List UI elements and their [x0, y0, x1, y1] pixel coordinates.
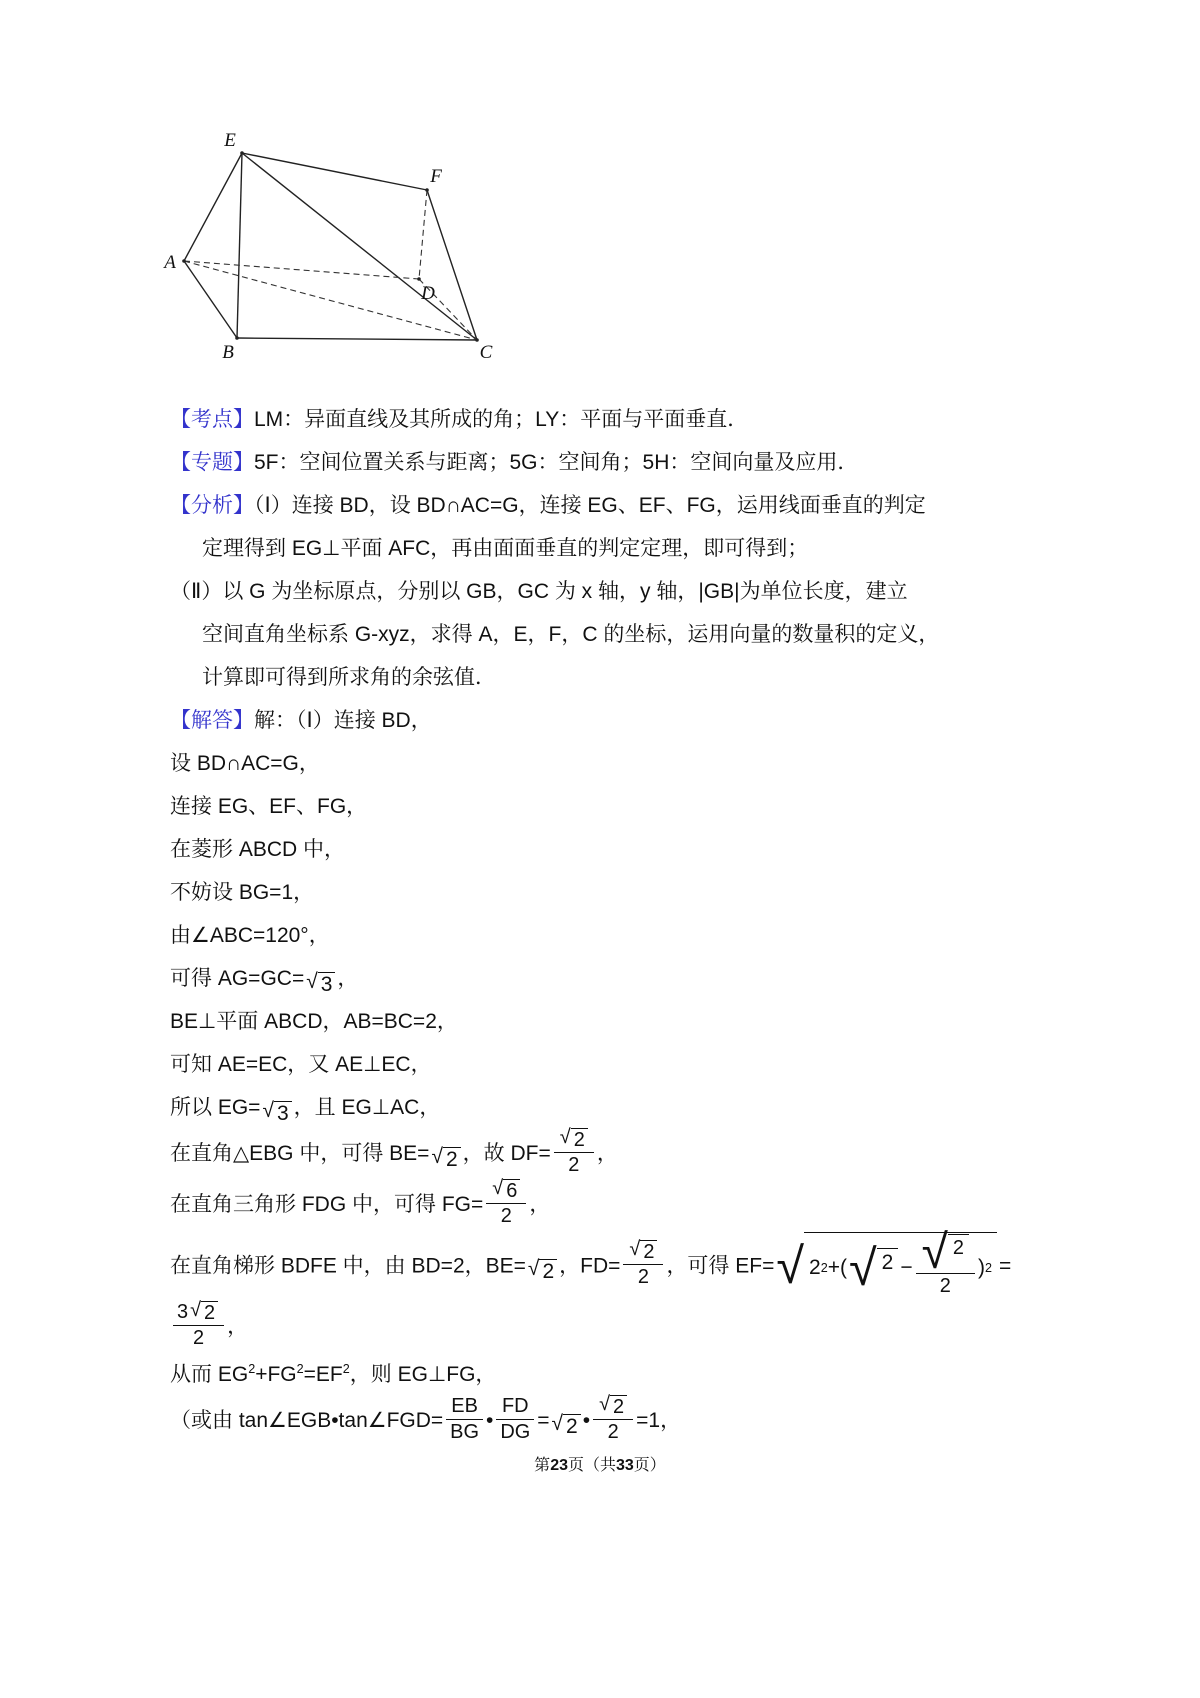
fraction-denominator: BG — [450, 1421, 479, 1444]
vertex-dot-B — [235, 336, 239, 340]
superscript: 2 — [248, 1362, 256, 1377]
fraction-denominator: 2 — [568, 1153, 580, 1176]
fraction-denominator: 2 — [607, 1421, 619, 1444]
radicand: 2 — [539, 1259, 557, 1284]
section-tag: 【解答】 — [170, 709, 254, 732]
radicand: 2 — [563, 1414, 581, 1439]
radical-sign: √ — [849, 1238, 877, 1296]
text-line-fenxi-5: 计算即可得到所求角的余弦值． — [202, 666, 496, 689]
vertex-dot-E — [240, 151, 244, 155]
radicand: 2 — [948, 1234, 969, 1261]
fraction-denominator: 2 — [637, 1266, 649, 1289]
radical-sign: √ — [559, 1126, 571, 1148]
vertex-label-D: D — [421, 283, 435, 304]
fraction-denominator: DG — [500, 1421, 531, 1444]
text-line-fenxi-1: 【分析】（Ⅰ）连接 BD，设 BD∩AC=G，连接 EG、EF、FG，运用线面垂直的判定 — [170, 494, 926, 517]
solution-content — [170, 398, 1060, 1447]
radicand: 2 — [640, 1240, 657, 1264]
vertex-dot-C — [475, 338, 479, 342]
text-line-step-1: 设 BD∩AC=G， — [170, 752, 320, 775]
fraction-denominator: 2 — [193, 1327, 205, 1350]
text-line-step-11: 在直角三角形 FDG 中，可得 FG= √ 6 2 ， — [170, 1176, 551, 1227]
sqrt-expression — [921, 1225, 969, 1279]
sqrt-expression — [431, 1146, 460, 1172]
text-line-fenxi-2: 定理得到 EG⊥平面 AFC，再由面面垂直的判定定理，即可得到； — [202, 537, 809, 560]
radicand: 6 — [503, 1179, 520, 1203]
section-tag: 【考点】 — [170, 408, 254, 431]
text-line-step-8: 可知 AE=EC，又 AE⊥EC， — [170, 1053, 432, 1076]
page-number-text: 第23页（共33页） — [534, 1457, 666, 1474]
edge-AE — [184, 153, 242, 261]
fraction-numerator — [593, 1394, 633, 1420]
vertex-label-A: A — [164, 252, 176, 273]
radicand: 2 — [201, 1301, 218, 1325]
fraction — [593, 1394, 633, 1445]
text-line-step-4: 不妨设 BG=1， — [170, 881, 315, 904]
superscript: 2 — [342, 1362, 350, 1377]
fraction — [916, 1225, 975, 1300]
radical-sign: √ — [527, 1257, 540, 1281]
page-footer — [0, 1452, 1200, 1475]
vertex-dot-A — [182, 259, 186, 263]
vertex-label-F: F — [430, 166, 442, 187]
fraction-numerator — [916, 1225, 975, 1279]
sqrt-expression — [190, 1300, 218, 1325]
text-line-fenxi-3: （Ⅱ）以 G 为坐标原点，分别以 GB，GC 为 x 轴，y 轴，|GB|为单位长度，建立 — [170, 580, 908, 603]
radical-sign: √ — [599, 1393, 611, 1416]
radical-sign: √ — [431, 1144, 443, 1168]
text-line-step-2: 连接 EG、EF、FG， — [170, 795, 368, 818]
radicand: 2 — [571, 1128, 588, 1152]
vertex-label-C: C — [479, 342, 493, 363]
radicand: 3 — [274, 1101, 292, 1126]
text-line-jieda: 【解答】解：（Ⅰ）连接 BD， — [170, 709, 432, 732]
fraction-numerator — [486, 1178, 526, 1204]
sqrt-expression — [599, 1394, 627, 1419]
text-line-fenxi-4: 空间直角坐标系 G-xyz，求得 A，E，F，C 的坐标，运用向量的数量积的定义， — [202, 623, 940, 646]
sqrt-expression — [528, 1258, 557, 1284]
fraction-numerator: 3 √ 2 — [173, 1300, 224, 1326]
edge-EF — [242, 153, 427, 190]
dashed-edges — [184, 190, 477, 340]
radical-sign: √ — [190, 1299, 202, 1322]
text-line-step-14: （或由 tan∠EGB•tan∠FGD= $\frac{EB}{BG}$ • $\frac{FD}{DG}$ = √ 2 • √ 2 2 =1， — [170, 1393, 682, 1444]
sqrt-expression — [552, 1413, 581, 1439]
sqrt-expression — [629, 1239, 657, 1264]
fraction-numerator: EB — [446, 1394, 483, 1420]
edge-FD-hidden — [419, 190, 427, 279]
fraction — [496, 1394, 534, 1445]
text-line-kaodian: 【考点】LM：异面直线及其所成的角；LY：平面与平面垂直． — [170, 408, 749, 431]
radicand: 3 — [318, 972, 336, 997]
fraction-numerator: FD — [496, 1394, 534, 1420]
sqrt-expression — [306, 971, 335, 997]
radical-sign: √ — [776, 1237, 805, 1295]
vertex-label-E: E — [224, 130, 236, 151]
radicand: 2 — [610, 1395, 627, 1419]
radicand: 2 — [877, 1248, 899, 1276]
fraction-denominator: 2 — [939, 1275, 951, 1298]
edge-FC — [427, 190, 477, 340]
radical-sign: √ — [262, 1099, 274, 1122]
text-line-step-10: 在直角△EBG 中，可得 BE= √ 2 ，故 DF= √ 2 2 ， — [170, 1126, 618, 1176]
sqrt-expression — [849, 1238, 898, 1296]
fraction — [623, 1239, 663, 1290]
figure-svg — [162, 128, 552, 373]
edge-AD-hidden — [184, 261, 419, 279]
text-line-step-9: 所以 EG= √ 3 ，且 EG⊥AC， — [170, 1096, 441, 1125]
sqrt-expression — [492, 1178, 520, 1203]
superscript: 2 — [296, 1362, 304, 1377]
radicand: 2 2 +( √ 2 − √ 2 2 ) 2 — [804, 1232, 997, 1303]
sqrt-expression — [776, 1225, 997, 1303]
vertex-dot-D — [417, 277, 421, 281]
bold-text: 33 — [616, 1457, 634, 1474]
edge-BC — [237, 338, 477, 340]
text-line-step-7: BE⊥平面 ABCD，AB=BC=2， — [170, 1010, 458, 1033]
bold-text: 23 — [550, 1457, 568, 1474]
radical-sign: √ — [629, 1238, 641, 1261]
text-line-step-6: 可得 AG=GC= √ 3 ， — [170, 967, 359, 996]
sqrt-expression — [560, 1127, 588, 1152]
fraction-numerator — [623, 1239, 663, 1265]
sqrt-expression — [262, 1100, 291, 1126]
section-tag: 【分析】 — [170, 494, 254, 517]
fraction — [446, 1394, 483, 1445]
text-line-step-3: 在菱形 ABCD 中， — [170, 838, 346, 861]
radical-sign: √ — [551, 1412, 564, 1436]
radicand: 2 — [443, 1147, 461, 1172]
fraction-denominator: 2 — [500, 1204, 512, 1227]
radical-sign: √ — [306, 970, 318, 993]
radical-sign: √ — [492, 1176, 504, 1199]
radical-sign: √ — [921, 1225, 948, 1279]
text-line-step-12: 在直角梯形 BDFE 中，由 BD=2，BE= √ 2 ，FD= √ 2 2 ，可得 EF= √ 2 2 +( √ 2 − √ 2 2 ) 2 = 3 √ 2 2 ， — [170, 1225, 1012, 1350]
text-line-zhuanti: 【专题】5F：空间位置关系与距离；5G：空间角；5H：空间向量及应用． — [170, 451, 859, 474]
edge-EB — [237, 153, 242, 338]
vertex-dot-F — [425, 188, 429, 192]
fraction — [173, 1300, 224, 1351]
text-line-step-13: 从而 $EG^2+FG^2=EF^2$，则 EG⊥FG， — [170, 1362, 497, 1387]
fraction — [486, 1178, 526, 1229]
section-tag: 【专题】 — [170, 451, 254, 474]
vertex-label-B: B — [222, 342, 234, 363]
text-line-step-5: 由∠ABC=120°， — [170, 924, 330, 947]
fraction-numerator — [554, 1127, 594, 1153]
edge-AB — [184, 261, 237, 338]
fraction — [554, 1127, 594, 1178]
geometry-figure — [162, 128, 552, 373]
